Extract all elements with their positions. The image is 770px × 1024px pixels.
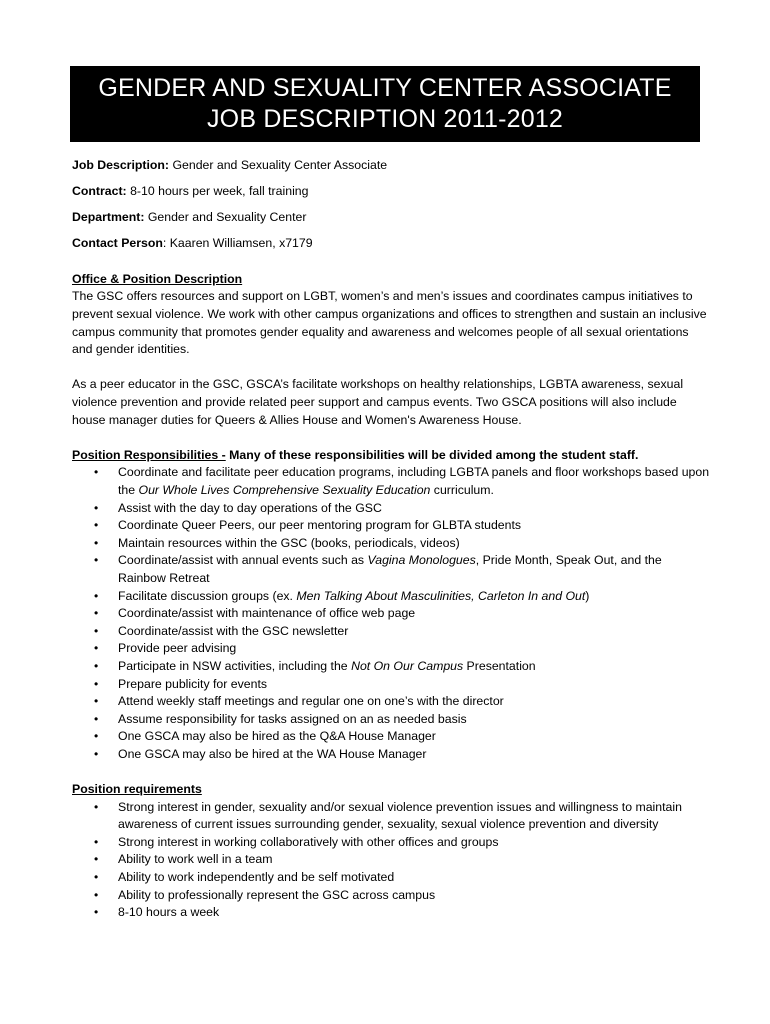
bullet-icon: • [94, 676, 99, 691]
list-item [72, 676, 712, 694]
list-item [72, 711, 712, 729]
list-item [72, 623, 712, 641]
department-label: Department: [72, 210, 145, 225]
list-item [72, 588, 712, 606]
list-item [72, 500, 712, 518]
requirements-heading: Position requirements [72, 782, 202, 797]
list-item [72, 693, 712, 711]
bullet-icon: • [94, 799, 99, 814]
item-title-italic: Not On Our Campus [351, 658, 464, 673]
contact-label: Contact Person [72, 236, 163, 251]
list-item [72, 728, 712, 746]
bullet-icon: • [94, 465, 99, 480]
bullet-icon: • [94, 905, 99, 920]
job-value: Gender and Sexuality Center Associate [169, 158, 388, 172]
item-text: Coordinate and facilitate peer education programs, including LGBTA panels and floor workshops based upon the [118, 465, 710, 497]
list-item [72, 799, 712, 834]
list-item [72, 517, 712, 535]
responsibilities-list [72, 464, 712, 763]
bullet-icon: • [94, 535, 99, 550]
item-text: Provide peer advising [118, 641, 237, 656]
bullet-icon: • [94, 694, 99, 709]
item-text: Coordinate/assist with maintenance of office web page [118, 606, 416, 621]
title-banner [70, 66, 700, 142]
contact-field [72, 235, 712, 253]
item-title-italic: Vagina Monologues [367, 553, 476, 568]
contact-value: : Kaaren Williamsen, x7179 [162, 236, 313, 251]
contract-value: 8-10 hours per week, fall training [126, 184, 309, 199]
job-description-field [72, 157, 712, 175]
item-text: Participate in NSW activities, including the [118, 658, 352, 673]
responsibilities-subheading: Many of these responsibilities will be divided among the student staff. [225, 447, 639, 462]
bullet-icon: • [94, 518, 99, 533]
responsibilities-heading: Position Responsibilities - [72, 447, 226, 462]
item-text-tail: curriculum. [430, 483, 494, 497]
list-item [72, 869, 712, 887]
bullet-icon: • [94, 852, 99, 867]
bullet-icon: • [94, 658, 99, 673]
bullet-icon: • [94, 500, 99, 515]
list-item [72, 640, 712, 658]
title-line-2: JOB DESCRIPTION 2011-2012 [206, 105, 564, 133]
department-value: Gender and Sexuality Center [144, 210, 307, 225]
bullet-icon: • [94, 887, 99, 902]
bullet-icon: • [94, 711, 99, 726]
bullet-icon: • [94, 641, 99, 656]
list-item [72, 658, 712, 676]
responsibilities-header [72, 447, 712, 465]
item-text: Coordinate Queer Peers, our peer mentoring program for GLBTA students [118, 518, 522, 533]
bullet-icon: • [94, 623, 99, 638]
item-text: Ability to work independently and be self motivated [118, 870, 395, 885]
item-text: One GSCA may also be hired at the WA House Manager [118, 746, 427, 761]
item-text: Prepare publicity for events [118, 676, 268, 691]
contract-label: Contract: [72, 184, 127, 199]
item-text: Facilitate discussion groups (ex. [118, 588, 297, 603]
list-item [72, 535, 712, 553]
item-text: Ability to professionally represent the GSC across campus [118, 887, 436, 902]
item-text: Coordinate/assist with annual events such as [118, 553, 368, 568]
item-text-tail: ) [585, 588, 590, 603]
item-text-tail: Presentation [463, 658, 536, 673]
item-text-tail: , Pride Month, Speak Out, and the Rainbow Retreat [118, 553, 662, 585]
responsibilities-section [72, 447, 712, 764]
item-text: Maintain resources within the GSC (books, periodicals, videos) [118, 535, 460, 550]
list-item [72, 746, 712, 764]
item-text: Strong interest in working collaboratively with other offices and groups [118, 834, 499, 849]
bullet-icon: • [94, 553, 99, 568]
item-text: Ability to work well in a team [118, 852, 273, 867]
item-title-italic: Men Talking About Masculinities, Carleton In and Out [296, 588, 586, 603]
item-text: One GSCA may also be hired as the Q&A House Manager [118, 729, 436, 744]
list-item [72, 904, 712, 922]
item-text: Coordinate/assist with the GSC newsletter [118, 623, 349, 638]
office-paragraph-2: As a peer educator in the GSC, GSCA’s facilitate workshops on healthy relationships, LGBTA awareness, sexual violence prevention and provide related peer support and campus events. Two GSCA positions will also include house manager duties for Queers & Allies House and Women's Awareness House. [72, 377, 684, 427]
bullet-icon: • [94, 606, 99, 621]
item-text: Assist with the day to day operations of the GSC [118, 500, 382, 515]
item-title-italic: Our Whole Lives Comprehensive Sexuality Education [138, 483, 431, 497]
list-item [72, 834, 712, 852]
bullet-icon: • [94, 746, 99, 761]
document-body [72, 157, 712, 922]
item-text: Attend weekly staff meetings and regular one on one’s with the director [118, 694, 504, 709]
list-item [72, 851, 712, 869]
bullet-icon: • [94, 870, 99, 885]
list-item [72, 887, 712, 905]
bullet-icon: • [94, 834, 99, 849]
list-item [72, 464, 712, 499]
office-paragraph-1: The GSC offers resources and support on LGBT, women’s and men’s issues and coordinates campus initiatives to prevent sexual violence. We work with other campus organizations and offices to strengthen and sustain an inclusive campus community that promotes gender equality and awareness and welcomes people of all sexual orientations and gender identities. [72, 289, 707, 357]
list-item [72, 605, 712, 623]
job-label: Job Description: [72, 158, 170, 172]
requirements-list [72, 799, 712, 922]
item-text: Strong interest in gender, sexuality and/or sexual violence prevention issues and willingness to maintain awareness of current issues surrounding gender, sexuality, sexual violence prevention and diversity [118, 799, 682, 832]
item-text: 8-10 hours a week [118, 905, 220, 920]
contract-field [72, 183, 712, 201]
bullet-icon: • [94, 729, 99, 744]
office-heading: Office & Position Description [72, 271, 243, 286]
bullet-icon: • [94, 588, 99, 603]
requirements-section [72, 781, 712, 922]
title-line-1: GENDER AND SEXUALITY CENTER ASSOCIATE [98, 74, 672, 102]
item-text: Assume responsibility for tasks assigned on an as needed basis [118, 711, 467, 726]
department-field [72, 209, 712, 227]
office-section [72, 271, 712, 429]
list-item [72, 552, 712, 587]
